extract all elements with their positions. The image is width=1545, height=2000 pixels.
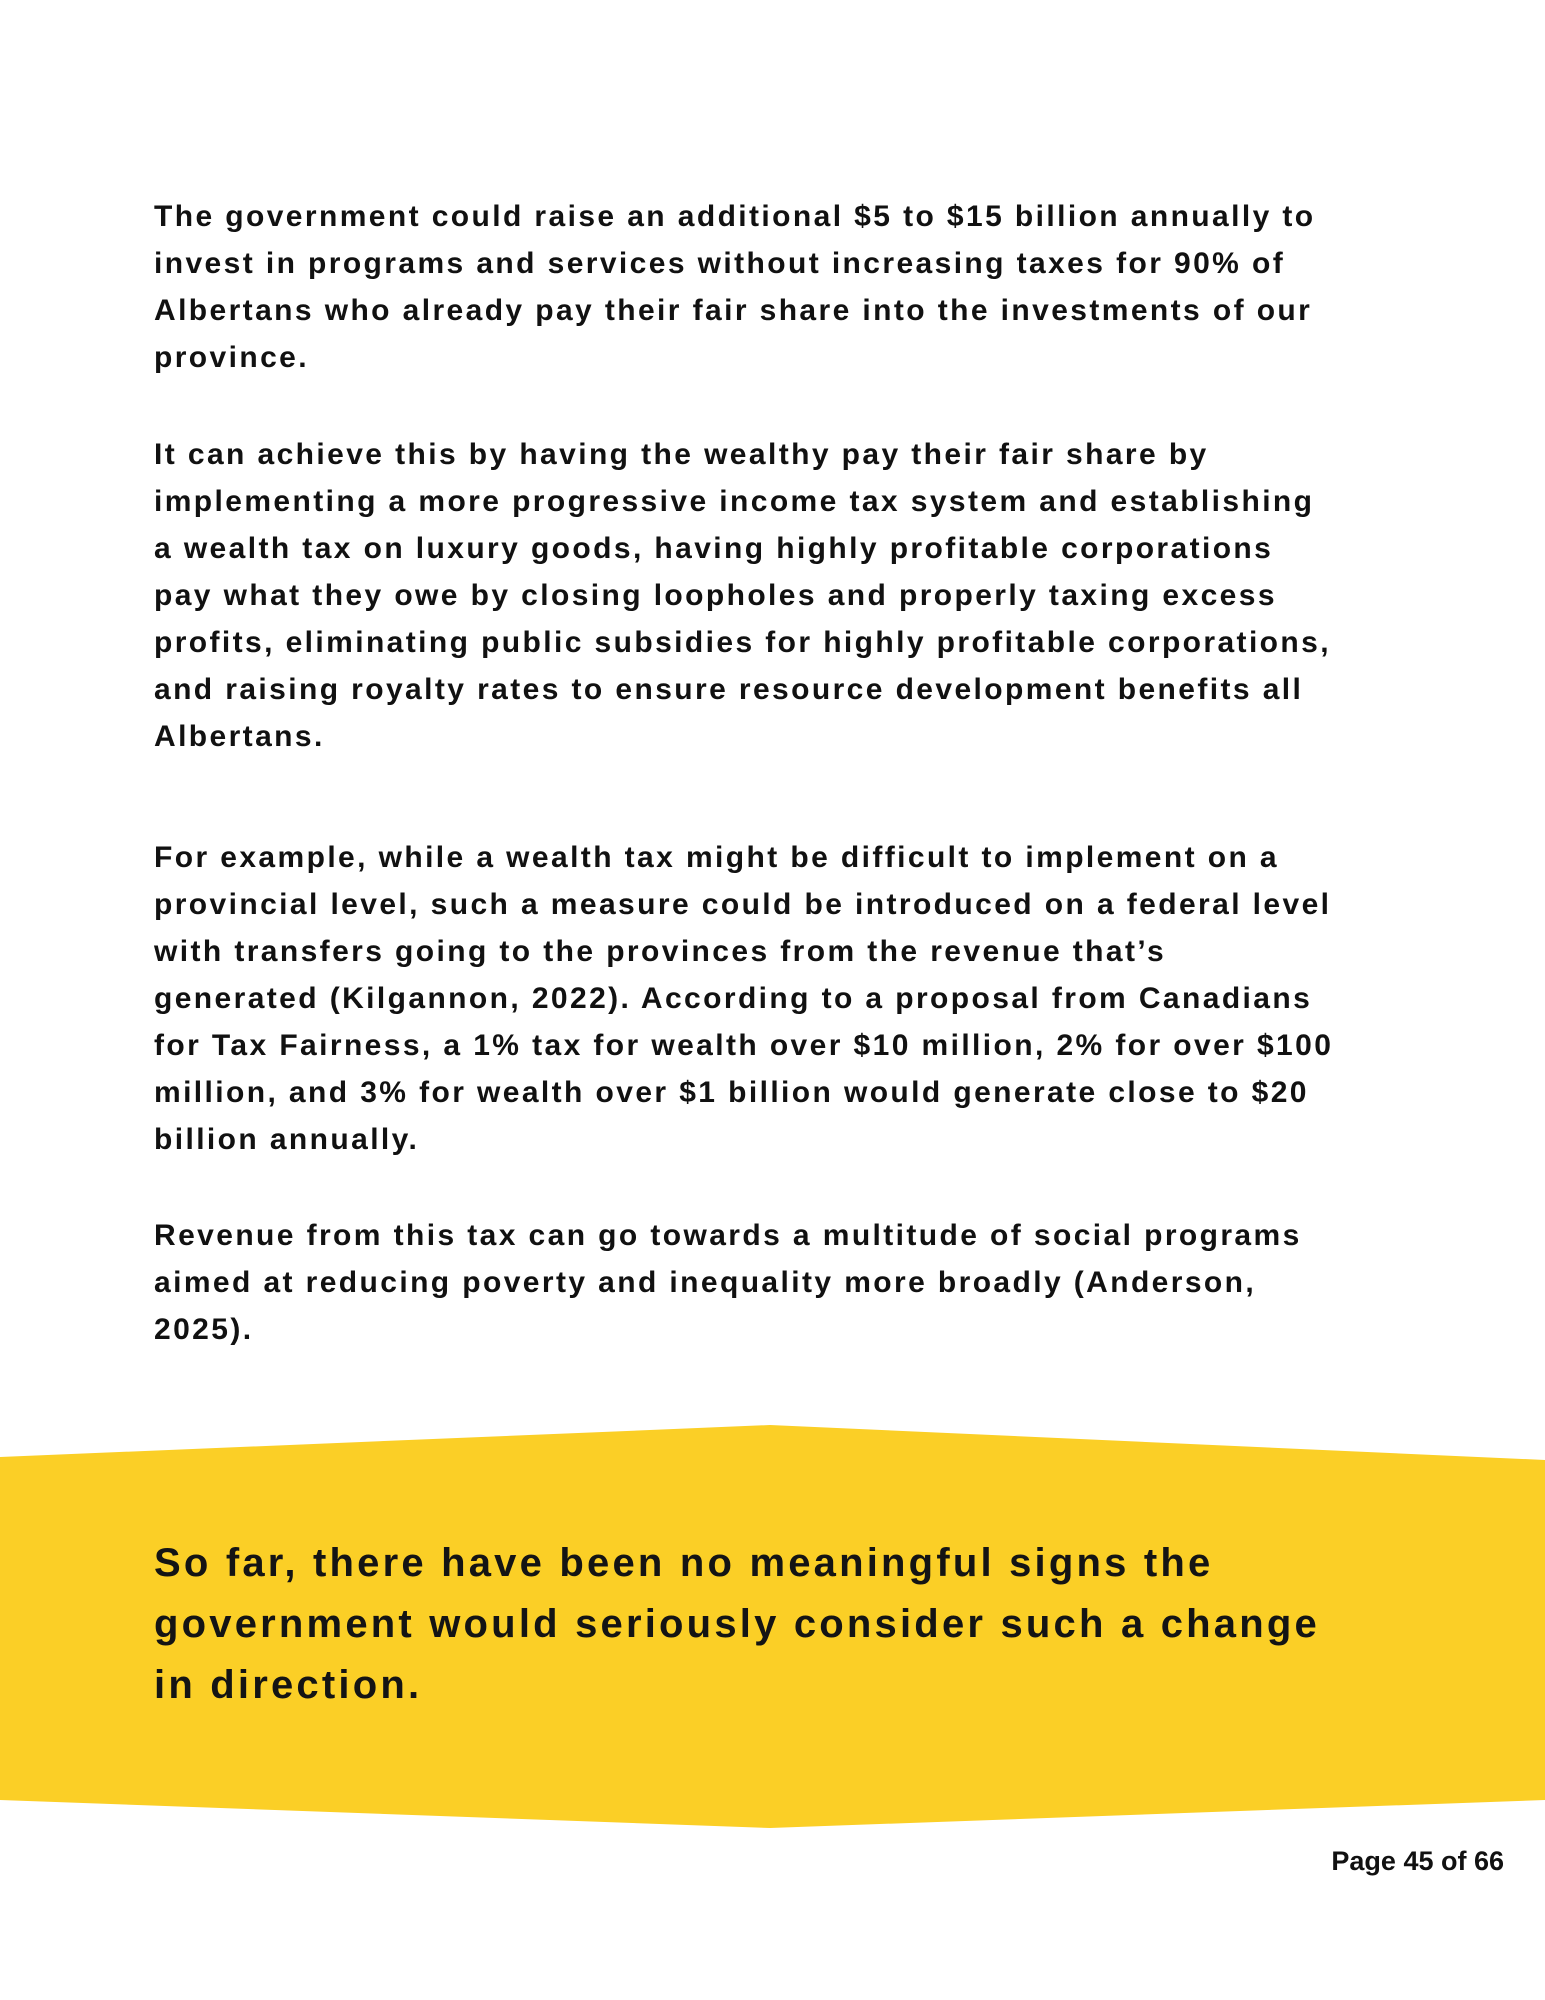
body-paragraph-2: It can achieve this by having the wealthy pay their fair share by implementing a more progressive income tax system and establishing a wealth tax on luxury goods, having highly profitable corporations pay what they owe by closing loopholes and properly taxing excess profits, eliminating public subsidies for highly profitable corporations, and raising royalty rates to ensure resource development benefits all Albertans.	[154, 438, 1331, 753]
callout-quote: So far, there have been no meaningful signs the government would seriously consider such a change in direction.	[154, 1541, 1320, 1707]
page-number: Page 45 of 66	[1331, 1846, 1504, 1876]
body-paragraph-4: Revenue from this tax can go towards a multitude of social programs aimed at reducing poverty and inequality more broadly (Anderson, 2025).	[154, 1219, 1302, 1346]
body-paragraph-3: For example, while a wealth tax might be difficult to implement on a provincial level, such a measure could be introduced on a federal level with transfers going to the provinces from the revenue that’s generated (Kilgannon, 2022). According to a proposal from Canadians for Tax Fairness, a 1% tax for wealth over $10 million, 2% for over $100 million, and 3% for wealth over $1 billion would generate close to $20 billion annually.	[154, 841, 1334, 1156]
body-paragraph-1: The government could raise an additional $5 to $15 billion annually to invest in programs and services without increasing taxes for 90% of Albertans who already pay their fair share into the investments of our province.	[154, 200, 1316, 374]
